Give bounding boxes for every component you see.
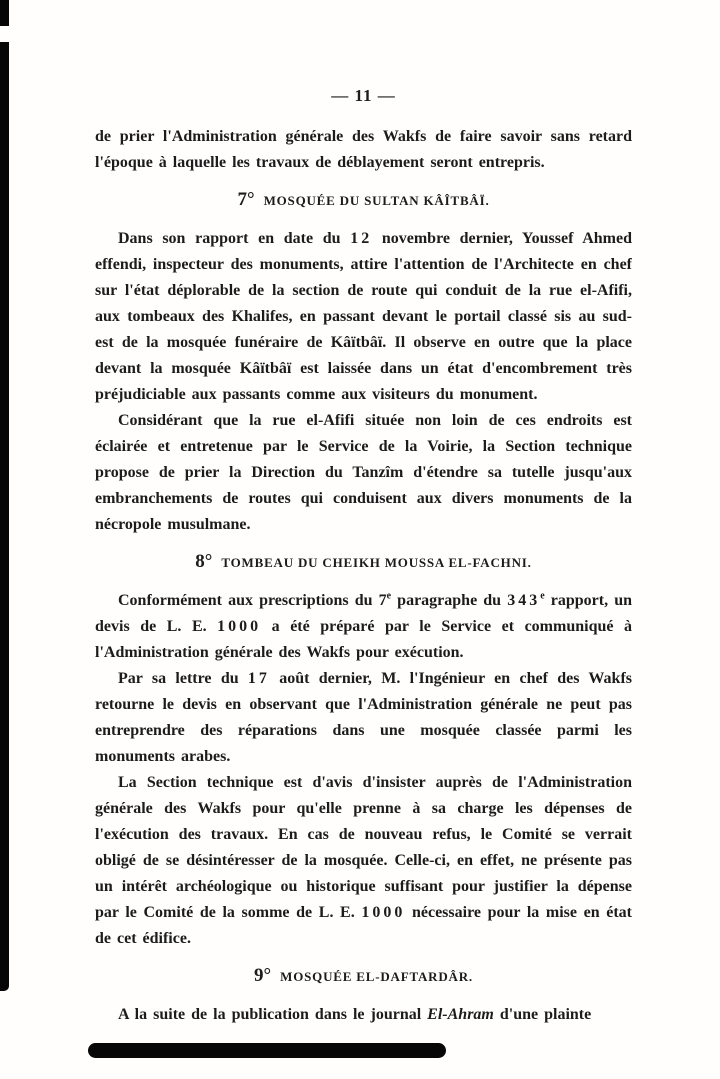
body-paragraph (95, 1002, 632, 1028)
body-paragraph (95, 588, 632, 666)
text-segment-spaced: 17 (247, 670, 270, 687)
text-segment: novembre dernier, Youssef Ahmed effendi, inspecteur des monuments, attire l'attention de l'Architecte en chef sur l'état déplorable de la section de route qui conduit de la rue el-Afifi, aux tombeaux des Khalifes, en passant devant le portail classé sis au sud-est de la mosquée funéraire de Kâïtbâï. Il observe en outre que la place devant la mosquée Kâïtbâï est laissée dans un état d'encombrement très préjudiciable aux passants comme aux visiteurs du monument. (95, 230, 632, 403)
text-segment: nécessaire pour la mise en état de cet édifice. (95, 904, 632, 947)
text-segment: Dans son rapport en date du (118, 230, 351, 247)
text-segment: d'une plainte (493, 1006, 592, 1023)
body-paragraph (95, 124, 632, 176)
text-segment: rapport, un devis de L. E. (95, 592, 632, 635)
section-number: 7° (237, 189, 255, 210)
text-column (95, 0, 632, 1060)
text-segment-sup: e (540, 590, 545, 602)
body-paragraph (95, 666, 632, 770)
text-segment-spaced: 1000 (217, 618, 262, 635)
section-number: 9° (254, 965, 272, 986)
text-segment: a été préparé par le Service et communiqué à l'Administration générale des Wakfs pour exécution. (95, 618, 632, 661)
section-heading (95, 965, 632, 987)
text-segment-spaced: 12 (350, 230, 373, 247)
text-segment: Considérant que la rue el-Afifi située non loin de ces endroits est éclairée et entretenue par le Service de la Voirie, la Section technique propose de prier la Direction du Tanzîm d'étendre sa tutelle jusqu'aux embranchements de routes qui conduisent aux divers monuments de la nécropole musulmane. (95, 412, 632, 533)
text-segment: Conformément aux prescriptions du (118, 592, 379, 609)
text-segment-spaced: 343 (507, 592, 541, 609)
text-segment: La Section technique est d'avis d'insister auprès de l'Administration générale des Wakfs pour qu'elle prenne à sa charge les dépenses de l'exécution des travaux. En cas de nouveau refus, le Comité se verrait obligé de se désintéresser de la mosquée. Celle-ci, en effet, ne présente pas un intérêt archéologique ou historique suffisant pour justifier la dépense par le Comité de la somme de L. E. (95, 774, 632, 921)
body-paragraph (95, 408, 632, 538)
section-number: 8° (195, 551, 213, 572)
section-heading (95, 551, 632, 573)
text-segment: août dernier, M. l'Ingénieur en chef des Wakfs retourne le devis en observant que l'Administration générale ne peut pas entreprendre des réparations dans une mosquée classée parmi les monuments arabes. (95, 670, 632, 765)
text-segment: Par sa lettre du (118, 670, 248, 687)
text-segment-spaced: 1000 (361, 904, 406, 921)
text-segment: 7 (378, 592, 387, 609)
text-segment-italic: El-Ahram (427, 1006, 494, 1023)
text-segment: paragraphe du (391, 592, 508, 609)
section-title: TOMBEAU DU CHEIKH MOUSSA EL-FACHNI. (221, 555, 532, 570)
text-segment-sup: e (386, 590, 392, 602)
body-paragraph (95, 226, 632, 408)
section-title: MOSQUÉE DU SULTAN KÂÎTBÂÏ. (263, 193, 490, 208)
section-heading (95, 189, 632, 211)
text-segment: de prier l'Administration générale des Wakfs de faire savoir sans retard l'époque à laquelle les travaux de déblayement seront entrepris. (95, 128, 632, 171)
page-number: — 11 — (331, 86, 396, 105)
scan-artifact-left-bar (0, 42, 9, 991)
body-paragraph (95, 770, 632, 952)
text-segment: A la suite de la publication dans le journal (118, 1006, 428, 1023)
section-title: MOSQUÉE EL-DAFTARDÂR. (280, 969, 473, 984)
scan-artifact-left-bar-top (0, 0, 9, 26)
